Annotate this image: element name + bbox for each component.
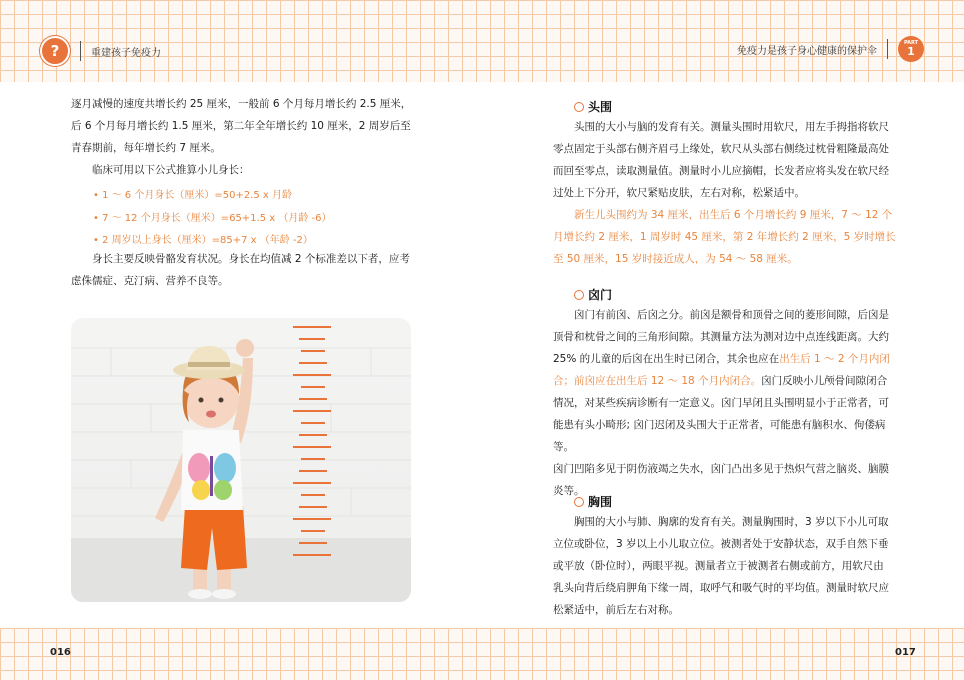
closing-paragraph (71, 248, 416, 292)
text-line: 头围的大小与脑的发育有关。测量头围时用软尺，用左手拇指将软尺 (574, 121, 889, 133)
text-line: 炎等。 (553, 485, 585, 497)
chapter-title: 免疫力是孩子身心健康的保护伞 (737, 45, 877, 57)
header-right (737, 36, 924, 62)
ring-bullet-icon (574, 102, 584, 112)
highlight-line: 新生儿头围约为 34 厘米，出生后 6 个月增长约 9 厘米，7 ～ 12 个 (574, 209, 893, 221)
header-left (40, 36, 161, 66)
text-line: 后 6 个月每月增长约 1.5 厘米，第二年全年增长约 10 厘米，2 周岁后至 (71, 120, 411, 132)
part-badge-icon: PART 1 (898, 36, 924, 62)
footer-grid-band (0, 628, 964, 680)
text-line: 而回至零点，读取测量值。测量时小儿应摘帽，长发者应将头发在软尺经 (553, 165, 889, 177)
text-line: 青春期前，每年增长约 7 厘米。 (71, 142, 221, 154)
highlight-line: 至 50 厘米，15 岁时接近成人，为 54 ～ 58 厘米。 (553, 253, 798, 265)
text-line: 过处上下分开，软尺紧贴皮肤，左右对称，松紧适中。 (553, 187, 805, 199)
book-title: 重建孩子免疫力 (91, 47, 161, 59)
text-line: 松紧适中，前后左右对称。 (553, 604, 679, 616)
section-title-head-circumference: 头围 (574, 98, 612, 115)
section-title-fontanel: 囟门 (574, 286, 612, 303)
header-divider (887, 39, 888, 59)
ring-bullet-icon (574, 497, 584, 507)
highlight-line: 月增长约 2 厘米，1 周岁时 45 厘米，第 2 年增长约 2 厘米，5 岁时增长 (553, 231, 896, 243)
text-line: 虑侏儒症、克汀病、营养不良等。 (71, 275, 229, 287)
text-line: 或平放（卧位时），两眼平视。测量者立于被测者右侧或前方，用软尺由 (553, 560, 884, 572)
ring-bullet-icon (574, 290, 584, 300)
text-line: 情况，对某些疾病诊断有一定意义。囟门早闭且头围明显小于正常者，可 (553, 397, 889, 409)
text-line: 合；前囟应在出生后 12 ～ 18 个月内闭合。囟门反映小儿颅骨间隙闭合 (553, 375, 888, 387)
text-line: 能患有头小畸形; 囟门迟闭及头围大于正常者，可能患有脑积水、佝偻病等。 (553, 419, 886, 453)
chest-paragraph (553, 511, 898, 621)
photo-illustration (71, 318, 411, 602)
question-mark-icon: ? (40, 36, 70, 66)
header-divider (80, 41, 81, 61)
text-line: 顶骨和枕骨之间的三角形间隙。其测量方法为测对边中点连线距离。大约 (553, 331, 889, 343)
left-page-number: 016 (50, 647, 71, 658)
section-title-chest-circumference: 胸围 (574, 493, 612, 510)
text-line: 身长主要反映骨骼发育状况。身长在均值减 2 个标准差以下者，应考 (92, 253, 410, 265)
formula-item: • 2 周岁以上身长（厘米）=85+7 x （年龄 -2） (93, 235, 313, 246)
text-line: 胸围的大小与肺、胸廓的发育有关。测量胸围时，3 岁以下小儿可取 (574, 516, 889, 528)
text-line: 囟门凹陷多见于阴伤液竭之失水，囟门凸出多见于热炽气营之脑炎、脑膜 (553, 463, 889, 475)
formula-item: • 1 ～ 6 个月身长（厘米）=50+2.5 x 月龄 (93, 190, 292, 201)
head-paragraph (553, 116, 898, 270)
text-line: 25% 的儿童的后囟在出生时已闭合，其余也应在出生后 1 ～ 2 个月内闭 (553, 353, 890, 365)
formula-item: • 7 ～ 12 个月身长（厘米）=65+1.5 x （月龄 -6） (93, 213, 332, 224)
child-height-photo (71, 318, 411, 602)
intro-paragraph (71, 93, 416, 159)
text-line: 囟门有前囟、后囟之分。前囟是额骨和顶骨之间的菱形间隙，后囟是 (574, 309, 889, 321)
formula-intro: 临床可用以下公式推算小儿身长： (92, 164, 250, 176)
text-line: 乳头向背后绕肩胛角下缘一周，取呼气和吸气时的平均值。测量时软尺应 (553, 582, 889, 594)
text-line: 逐月减慢的速度共增长约 25 厘米，一般前 6 个月每月增长约 2.5 厘米， (71, 98, 412, 110)
text-line: 立位或卧位，3 岁以上小儿取立位。被测者处于安静状态，双手自然下垂 (553, 538, 889, 550)
right-page-number: 017 (895, 647, 916, 658)
text-line: 零点固定于头部右侧齐眉弓上缘处，软尺从头部右侧绕过枕骨粗隆最高处 (553, 143, 889, 155)
fontanel-paragraph (553, 304, 898, 502)
